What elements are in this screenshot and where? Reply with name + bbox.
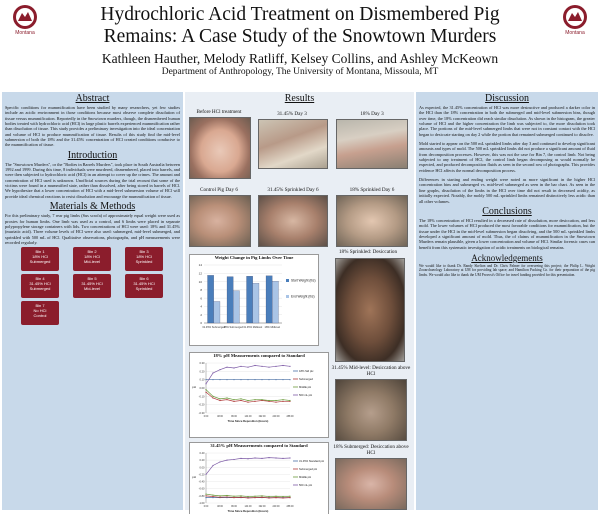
data-point	[261, 497, 262, 498]
data-point	[275, 457, 276, 458]
data-point	[226, 399, 227, 400]
y-tick-label: 10	[198, 279, 202, 284]
y-tick-label: 0.00	[199, 387, 205, 390]
data-point	[268, 497, 269, 498]
data-point	[205, 383, 206, 384]
x-tick-label: 288:00	[286, 506, 294, 508]
x-axis-label: Time Since Deposition (Hours)	[227, 509, 269, 513]
discussion-paragraph-1: As expected, the 31.45% concentration of HCl was more destructive and produced a darker color in the HCl than the 18% concentration in both the submerged and mid-level submersion bins, though over time, the 18% concentration did reach similar dissolution. As shown in the histogram, the greater volume of HCl and the higher concentration the limb was subjected to, the more dissolution took place. The portions of the mid-level submerged limbs that were not in constant contact with the HCl began to desiccate starting on day 2 while the portion that remained submerged continued to dissolve.	[419, 105, 595, 137]
results-column	[185, 92, 414, 513]
data-point	[268, 457, 269, 458]
y-tick-label: -1.00	[198, 502, 205, 505]
legend-label: Middle pH	[299, 386, 312, 389]
y-tick-label: -0.10	[198, 395, 205, 399]
photo-label: 31.45% Day 3	[277, 111, 307, 117]
data-point	[275, 366, 276, 367]
data-point	[275, 497, 276, 498]
x-tick-label: 0:00	[203, 416, 209, 418]
university-logo-left	[4, 4, 46, 40]
bar	[266, 276, 272, 323]
results-heading: Results	[284, 93, 315, 104]
data-point	[261, 399, 262, 400]
photo-18-day3	[336, 119, 408, 169]
data-point	[261, 366, 262, 367]
x-tick-label: 0:00	[203, 506, 209, 508]
data-point	[275, 402, 276, 403]
department: Department of Anthropology, The University of Montana, Missoula, MT	[161, 67, 439, 77]
chart-title: 18% pH Measurements compared to Standard	[213, 353, 305, 358]
data-point	[240, 398, 241, 399]
x-tick-label: 48:00	[217, 506, 223, 508]
photo-18-sprinkled-desiccation	[335, 258, 405, 362]
bar	[253, 283, 259, 323]
x-tick-label: 18% Submerged	[223, 326, 243, 329]
data-point	[212, 497, 213, 498]
x-tick-label: 18% Midlevel	[264, 326, 280, 329]
data-point	[205, 474, 206, 475]
data-point	[254, 496, 255, 497]
x-tick-label: 96:00	[231, 506, 237, 508]
y-tick-label: -0.30	[198, 412, 205, 415]
photo-18-submerged-desiccation	[335, 458, 407, 510]
data-point	[240, 366, 241, 367]
data-point	[275, 400, 276, 401]
acknowledgements-heading: Acknowledgements	[471, 252, 543, 263]
y-tick-label: -0.40	[198, 480, 205, 484]
data-point	[247, 402, 248, 403]
legend-label: 500 mL pH	[299, 394, 313, 397]
data-point	[282, 365, 283, 366]
data-point	[226, 496, 227, 497]
y-tick-label: -0.20	[198, 473, 205, 477]
data-point	[282, 379, 283, 380]
x-tick-label: 96:00	[231, 416, 237, 418]
bar-chart-svg	[190, 261, 318, 345]
data-point	[226, 379, 227, 380]
data-point	[254, 399, 255, 400]
photo-3145-day3	[258, 119, 328, 169]
title-line-1: Hydrochloric Acid Treatment on Dismembered Pig	[100, 4, 500, 25]
y-axis-label: pH	[192, 385, 196, 389]
x-tick-label: 288:00	[286, 416, 294, 418]
discussion-paragraph-2: Mold started to appear on the 500 mL sprinkled limbs after day 3 and continued to develop significant amounts and types of mold. The 500 mL sprinkled limbs did not produce a significant amount of fluid from decomposition processes. However, this was not the case for Bin 7, the control limb. Not being subjected to any treatment of HCl, the control limb began decomposing as would normally be expected, and produced decomposition fluids as seen in the second row of photographs. This provides evidence HCl affects the normal decomposition process.	[419, 141, 595, 173]
data-point	[268, 367, 269, 368]
data-point	[212, 496, 213, 497]
photo-label: 31.45% Sprinkled Day 6	[267, 187, 319, 193]
discussion-paragraph-3: Differences in starting and ending weight were noted as more significant in the higher HCl concentration bins and submerged vs. mid-level submerged as seen in the bar chart. As seen in the line graphs, dissolution of the limbs in the HCl over time did not result in decreased acidity, as initially expected. Notably, the moldy 500 mL sprinkled limbs remained distinctively less acidic than all other volumes.	[419, 177, 595, 204]
data-point	[261, 379, 262, 380]
data-point	[233, 497, 234, 498]
data-point	[240, 379, 241, 380]
y-tick-label: 2	[200, 312, 202, 317]
data-point	[282, 496, 283, 497]
ph-18-line-chart	[189, 352, 329, 438]
series-line	[206, 390, 290, 401]
y-tick-label: 0.10	[199, 378, 205, 382]
data-point	[282, 401, 283, 402]
y-axis-label: pH	[192, 475, 196, 479]
data-point	[212, 396, 213, 397]
data-point	[254, 497, 255, 498]
weight-bar-chart	[189, 254, 319, 346]
x-tick-label: 31.45% Midlevel	[243, 326, 263, 329]
x-tick-label: 240:00	[272, 416, 280, 418]
series-line	[206, 366, 290, 384]
y-tick-label: 0	[200, 321, 202, 326]
introduction-text: The "Snowtown Murders", or the "Bodies in Barrels Murders", took place in South Australia between 1992 and 1999. During this time, 8 individuals were murdered, dismembered, placed into barrels, and were then subjected to hydrochloric acid (HCl) in an attempt to cover up the crimes. The amount and concentration of HCl used is unknown. Unofficial sources during the trial recount that some of the victims were found in a mummified state, rather than dissolved, after being stored in barrels of HCl. We hypothesize that a lower concentration of HCl with a mid-level submersion volume of HCl will provide ideal chemical reactions to resist dissolution and encourage the mummification of tissue.	[5, 161, 180, 199]
bar	[208, 275, 214, 323]
x-tick-label: 31.45% Submerged	[202, 326, 226, 329]
data-point	[275, 379, 276, 380]
right-column	[416, 92, 598, 510]
introduction-heading: Introduction	[67, 149, 118, 161]
data-point	[247, 497, 248, 498]
data-point	[289, 457, 290, 458]
data-point	[212, 465, 213, 466]
data-point	[219, 369, 220, 370]
legend-label: 18% Std pH	[299, 370, 314, 373]
logo-text: Montana	[565, 30, 585, 36]
bin-1: Bin 1 18% HCl Submerged	[21, 247, 59, 271]
y-tick-label: 4	[200, 304, 202, 309]
legend-label: End Weight (lbs)	[291, 294, 315, 299]
y-tick-label: -0.80	[198, 494, 205, 498]
data-point	[254, 401, 255, 402]
data-point	[212, 372, 213, 373]
data-point	[247, 496, 248, 497]
photo-control-day6	[189, 195, 251, 247]
data-point	[268, 379, 269, 380]
legend-label: Submerged pH	[299, 468, 318, 471]
ph-3145-chart-svg	[190, 449, 328, 514]
data-point	[247, 458, 248, 459]
y-tick-label: 0.30	[199, 362, 205, 365]
data-point	[233, 401, 234, 402]
data-point	[254, 457, 255, 458]
y-tick-label: 12	[198, 271, 202, 276]
x-axis-label: Time Since Deposition (Hours)	[227, 419, 269, 423]
data-point	[254, 365, 255, 366]
y-tick-label: 0.40	[199, 452, 205, 455]
data-point	[261, 495, 262, 496]
bin-6: Bin 6 31.45% HCl Sprinkled	[125, 274, 163, 298]
ph-18-chart-svg	[190, 359, 328, 437]
data-point	[205, 497, 206, 498]
data-point	[261, 458, 262, 459]
data-point	[247, 379, 248, 380]
poster-title	[50, 4, 550, 48]
legend-label: Submerged	[299, 378, 313, 381]
data-point	[275, 496, 276, 497]
y-tick-label: 14	[198, 263, 202, 268]
data-point	[247, 400, 248, 401]
photo-label: 18% Day 3	[360, 111, 384, 117]
data-point	[212, 495, 213, 496]
bar	[227, 277, 233, 323]
y-tick-label: -0.20	[198, 403, 205, 407]
photo-3145-midlevel-desiccation	[335, 379, 407, 441]
data-point	[212, 379, 213, 380]
ph-3145-line-chart	[189, 442, 329, 514]
legend-label: 500 mL pH	[299, 484, 313, 487]
data-point	[226, 397, 227, 398]
data-point	[205, 495, 206, 496]
legend-swatch	[286, 279, 289, 282]
chart-title: 31.45% pH Measurements compared to Standard	[210, 443, 308, 448]
data-point	[268, 400, 269, 401]
data-point	[233, 367, 234, 368]
data-point	[205, 493, 206, 494]
chart-title: Weight Change in Pig Limbs Over Time	[214, 255, 294, 260]
data-point	[233, 379, 234, 380]
bar	[233, 291, 239, 323]
acknowledgements-text: We would like to thank Dr. Randy Skelton and Dr. Chris Palmer for overseeing this project; the Philip L. Wright Zooarchaeology Laboratory at UM for providing lab space; and Hamilton Packing Co. for their preparation of the pig limbs. We would also like to thank the UM Provost's Office for travel funding provided for this presentation.	[419, 263, 595, 277]
data-point	[233, 459, 234, 460]
data-point	[282, 458, 283, 459]
data-point	[205, 392, 206, 393]
methods-heading: Materials & Methods	[49, 201, 136, 213]
y-tick-label: 0.20	[199, 370, 205, 374]
data-point	[205, 389, 206, 390]
authors: Kathleen Hauther, Melody Ratliff, Kelsey Collins, and Ashley McKeown	[101, 51, 499, 66]
data-point	[219, 495, 220, 496]
discussion-heading: Discussion	[485, 93, 529, 104]
data-point	[240, 400, 241, 401]
bar	[247, 276, 253, 323]
title-line-2: Remains: A Case Study of the Snowtown Murders	[103, 26, 497, 47]
data-point	[219, 379, 220, 380]
x-tick-label: 192:00	[258, 506, 266, 508]
photo-18-sprinkled-day6	[336, 195, 408, 247]
data-point	[247, 367, 248, 368]
x-tick-label: 192:00	[258, 416, 266, 418]
y-tick-label: 8	[200, 288, 202, 293]
photo-label: Before HCl treatment	[196, 109, 242, 115]
photo-label: 18% Sprinkled: Desiccation	[338, 249, 398, 255]
data-point	[289, 496, 290, 497]
data-point	[226, 367, 227, 368]
data-point	[289, 497, 290, 498]
y-tick-label: 0.20	[199, 459, 205, 463]
montana-seal-icon	[560, 4, 590, 30]
data-point	[289, 400, 290, 401]
y-tick-label: -0.60	[198, 487, 205, 491]
data-point	[240, 495, 241, 496]
photo-label: Control Pig Day 6	[200, 187, 238, 193]
bin-7: Bin 7 No HCl Control	[21, 301, 59, 325]
data-point	[240, 458, 241, 459]
data-point	[219, 461, 220, 462]
x-tick-label: 144:00	[244, 506, 252, 508]
logo-text: Montana	[15, 30, 35, 36]
data-point	[240, 497, 241, 498]
montana-seal-icon	[10, 4, 40, 30]
photo-before-treatment	[189, 117, 251, 179]
conclusions-text: The 18% concentration of HCl resulted in a decreased rate of dissolution, more desiccation, and less mold. The lower volumes of HCl produced the most favorable conditions for mummification, but the tissue under the HCl in the mid-level submersion began dissolving, and the 500 mL sprinkled limbs developed a significant amount of mold. Thus, the of claims of mummification in the Snowtown Murders remain plausible, given a lower concentration and volume of HCl. Similar forensic cases can benefit from this systematic investigation of acidic treatments on biological remains.	[419, 217, 595, 250]
university-logo-right	[554, 4, 596, 40]
bar	[272, 281, 278, 323]
data-point	[226, 460, 227, 461]
x-tick-label: 240:00	[272, 506, 280, 508]
bin-diagram	[2, 247, 183, 342]
bar	[214, 301, 220, 323]
legend-swatch	[286, 295, 289, 298]
data-point	[226, 495, 227, 496]
legend-label: 31.45% Standard pH	[299, 460, 324, 463]
photo-label: 31.45% Mid-level: Desiccation above HCl	[331, 365, 411, 377]
x-tick-label: 48:00	[217, 416, 223, 418]
data-point	[282, 399, 283, 400]
methods-text: For this preliminary study, 7 rear pig limbs (Sus scrofa) of approximately equal weight were used as proxies for human limbs. One limb was used as a control, and 6 limbs were placed in separate polypropylene storage containers with lids. Two concentrations of HCl were used: 18% and 31.45% (muriatic acid). Three volume levels of HCl were also used: submerged, mid-level submerged, and sprinkled with 500 mL of HCl. Qualitative observations, photographs, and pH measurements were recorded regularly.	[5, 213, 180, 245]
legend-label: Middle pH	[299, 476, 312, 479]
y-tick-label: 6	[200, 296, 202, 301]
conclusions-heading: Conclusions	[482, 205, 532, 217]
data-point	[289, 366, 290, 367]
data-point	[219, 497, 220, 498]
abstract-heading: Abstract	[75, 93, 110, 104]
left-column	[2, 92, 183, 510]
bin-3: Bin 3 18% HCl Sprinkled	[125, 247, 163, 271]
bin-5: Bin 5 31.45% HCl Mid-level	[73, 274, 111, 298]
data-point	[219, 398, 220, 399]
photo-label: 18% Submerged: Desiccation above HCl	[333, 444, 409, 456]
data-point	[254, 379, 255, 380]
data-point	[205, 379, 206, 380]
photo-label: 18% Sprinkled Day 6	[349, 187, 395, 193]
data-point	[212, 397, 213, 398]
data-point	[233, 496, 234, 497]
data-point	[282, 497, 283, 498]
data-point	[289, 379, 290, 380]
data-point	[268, 496, 269, 497]
bin-4: Bin 4 31.45% HCl Submerged	[21, 274, 59, 298]
x-tick-label: 144:00	[244, 416, 252, 418]
data-point	[219, 400, 220, 401]
legend-label: Start Weight (lbs)	[291, 278, 316, 283]
data-point	[233, 399, 234, 400]
bin-2: Bin 2 18% HCl Mid-level	[73, 247, 111, 271]
abstract-text: Specific conditions for mummification have been studied by many researchers, yet few studies include an acidic environment in those conditions because most observe complete dissolution of tissue versus mummification. Reportedly in the Snowtown murders, though, the dismembered human bodies treated with hydrochloric acid (HCl) in large plastic barrels experienced mummification rather than dissolution of tissue. This study provides a preliminary investigation into the ideal concentration and volume of HCl to produce mummification of tissue. Results of this study find the mid-level submersion of both the 18% and the 31.45% concentration of HCl created conditions conducive to the mummification of tissue.	[5, 105, 180, 148]
y-tick-label: 0.00	[199, 466, 205, 470]
photo-3145-sprinkled-day6	[258, 195, 328, 247]
